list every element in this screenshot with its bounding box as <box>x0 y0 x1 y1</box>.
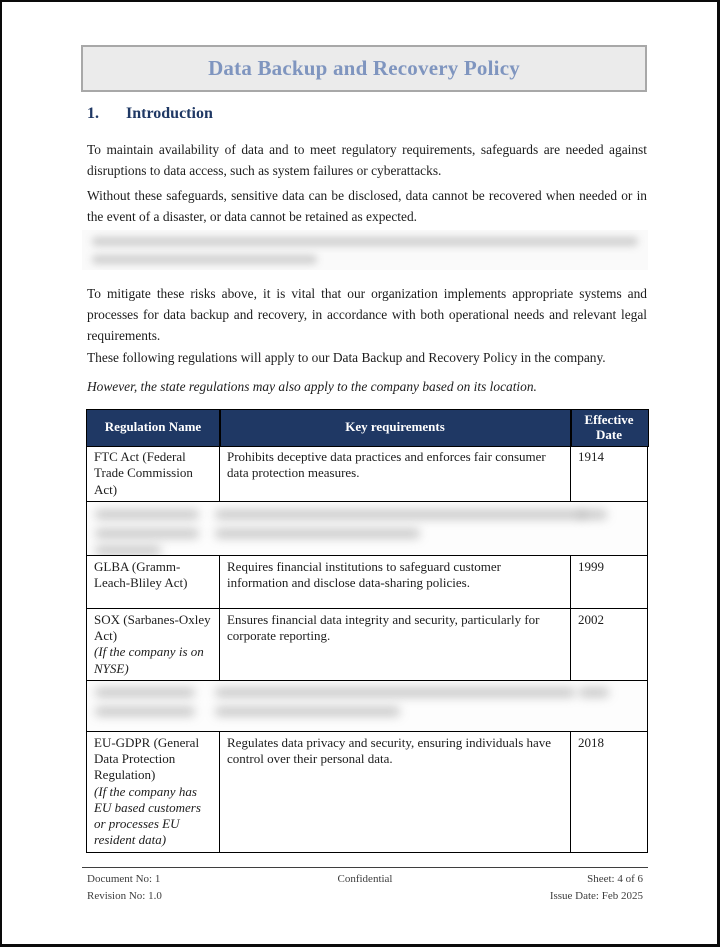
cell-regulation-name: SOX (Sarbanes-Oxley Act) (If the company is on NYSE) <box>87 608 220 680</box>
header-effective-date: Effective Date <box>571 410 648 446</box>
redaction-blur <box>95 529 199 538</box>
cell-regulation-name: FTC Act (Federal Trade Commission Act) <box>87 446 220 502</box>
cell-effective-date: 2002 <box>571 608 648 680</box>
regulations-table <box>86 409 648 853</box>
redaction-blur <box>95 510 199 519</box>
paragraph-state-note: However, the state regulations may also apply to the company based on its location. <box>87 379 537 394</box>
table-row-gdpr <box>87 731 648 852</box>
redaction-blur <box>95 688 195 697</box>
redaction-blur <box>215 707 400 716</box>
cell-requirements: Regulates data privacy and security, ensuring individuals have control over their personal data. <box>220 731 571 852</box>
document-number: Document No: 1 <box>87 873 161 885</box>
regulation-note: (If the company is on NYSE) <box>94 644 204 676</box>
issue-date: Issue Date: Feb 2025 <box>549 889 643 902</box>
title-banner <box>81 45 647 92</box>
regulation-note: (If the company has EU based customers or processes EU resident data) <box>94 783 201 848</box>
paragraph-safeguards: Without these safeguards, sensitive data can be disclosed, data cannot be recovered when needed or in the event of a disaster, or data cannot be retained as expected. <box>87 188 647 224</box>
header-key-requirements: Key requirements <box>220 410 571 446</box>
table-row-glba <box>87 555 648 608</box>
redaction-blur <box>92 255 317 264</box>
redaction-blur <box>95 707 195 716</box>
cell-regulation-name: GLBA (Gramm-Leach-Bliley Act) <box>87 555 220 608</box>
cell-requirements: Requires financial institutions to safeguard customer information and disclose data-sharing policies. <box>220 555 571 608</box>
cell-requirements: Ensures financial data integrity and security, particularly for corporate reporting. <box>220 608 571 680</box>
document-title: Data Backup and Recovery Policy <box>208 56 520 80</box>
header-regulation-name: Regulation Name <box>87 410 220 446</box>
footer-divider <box>82 867 648 868</box>
table-row-redacted <box>87 501 648 555</box>
redacted-row-content <box>87 501 648 555</box>
redacted-row-content <box>87 680 648 731</box>
section-heading <box>87 105 213 123</box>
section-title: Introduction <box>126 105 213 122</box>
footer-right <box>550 871 643 904</box>
paragraph-availability: To maintain availability of data and to meet regulatory requirements, safeguards are needed against disruptions to data access, such as system failures or cyberattacks. <box>87 142 647 178</box>
redaction-blur <box>215 688 575 697</box>
cell-effective-date: 2018 <box>571 731 648 852</box>
redaction-blur <box>579 510 607 519</box>
section-number: 1. <box>87 105 99 122</box>
paragraph-mitigation: To mitigate these risks above, it is vital that our organization implements appropriate systems and processes for data backup and recovery, in accordance with both operational needs and relevant legal requirements. <box>87 286 647 343</box>
redaction-blur <box>95 546 161 555</box>
redaction-blur <box>215 510 585 519</box>
paragraph-regulations: These following regulations will apply to our Data Backup and Recovery Policy in the company. <box>87 350 606 365</box>
redaction-blur <box>579 688 609 697</box>
redaction-blur <box>92 237 638 246</box>
cell-effective-date: 1999 <box>571 555 648 608</box>
confidential-label: Confidential <box>337 873 393 885</box>
cell-regulation-name: EU-GDPR (General Data Protection Regulation) (If the company has EU based customers or processes EU resident data) <box>87 731 220 852</box>
table-row-ftc <box>87 446 648 502</box>
sheet-number: Sheet: 4 of 6 <box>587 873 643 885</box>
redaction-blur <box>215 529 420 538</box>
table-header-row <box>87 410 648 446</box>
redacted-paragraph <box>82 230 648 270</box>
cell-effective-date: 1914 <box>571 446 648 502</box>
cell-requirements: Prohibits deceptive data practices and enforces fair consumer data protection measures. <box>220 446 571 502</box>
table-row-redacted <box>87 680 648 731</box>
revision-number: Revision No: 1.0 <box>87 889 162 902</box>
table-row-sox <box>87 608 648 680</box>
